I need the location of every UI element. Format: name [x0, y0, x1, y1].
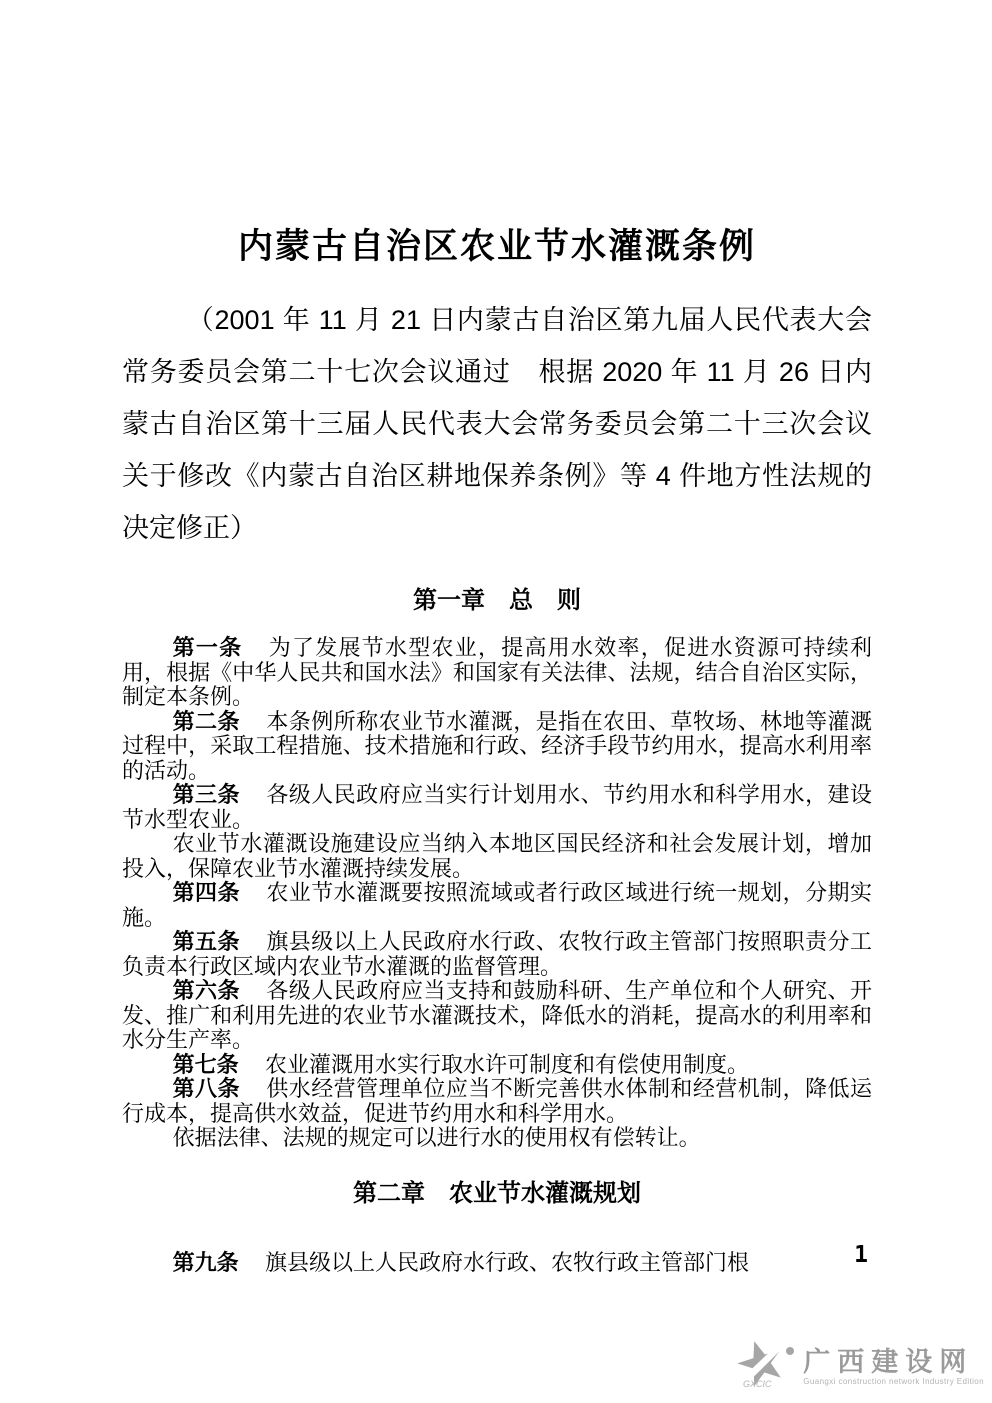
article-3 — [122, 783, 872, 832]
article-1-label: 第一条 — [172, 635, 243, 660]
article-9-label: 第九条 — [172, 1249, 239, 1275]
article-6-text: 各级人民政府应当支持和鼓励科研、生产单位和个人研究、开发、推广和利用先进的农业节水灌溉技术，降低水的消耗，提高水的利用率和水分生产率。 — [122, 978, 872, 1052]
article-6-label: 第六条 — [172, 978, 240, 1003]
article-6 — [122, 979, 872, 1053]
watermark-textblock — [803, 1347, 984, 1387]
watermark-tagline: Guangxi construction network Industry Edition — [803, 1376, 984, 1386]
article-5-text: 旗县级以上人民政府水行政、农牧行政主管部门按照职责分工负责本行政区域内农业节水灌溉的监督管理。 — [122, 929, 872, 979]
amendment-preamble: （2001 年 11 月 21 日内蒙古自治区第九届人民代表大会常务委员会第二十七次会议通过 根据 2020 年 11 月 26 日内蒙古自治区第十三届人民代表大会常务委员会第二十三次会议关于修改《内蒙古自治区耕地保养条例》等 4 件地方性法规的决定修正） — [122, 305, 872, 543]
page-number: 1 — [854, 1242, 868, 1268]
article-8-text: 供水经营管理单位应当不断完善供水体制和经营机制，降低运行成本，提高供水效益，促进节约用水和科学用水。 — [122, 1076, 872, 1126]
article-7-text: 农业灌溉用水实行取水许可制度和有偿使用制度。 — [265, 1051, 750, 1077]
article-7 — [122, 1053, 872, 1078]
star-logo-icon — [735, 1338, 797, 1395]
document-title: 内蒙古自治区农业节水灌溉条例 — [237, 227, 756, 266]
article-4 — [122, 881, 872, 930]
article-4-label: 第四条 — [172, 880, 240, 905]
chapter-1-articles — [122, 636, 872, 1151]
article-3-text: 各级人民政府应当实行计划用水、节约用水和科学用水，建设节水型农业。 — [122, 782, 872, 832]
article-2 — [122, 710, 872, 784]
article-3-label: 第三条 — [172, 782, 240, 807]
article-8 — [122, 1077, 872, 1126]
watermark-site-name: 广西建设网 — [803, 1346, 974, 1377]
article-1-text: 为了发展节水型农业，提高用水效率，促进水资源可持续利用，根据《中华人民共和国水法》和国家有关法律、法规，结合自治区实际，制定本条例。 — [122, 635, 872, 709]
article-2-label: 第二条 — [172, 708, 240, 734]
article-8-label: 第八条 — [172, 1076, 240, 1101]
chapter-1-heading: 第一章 总 则 — [413, 587, 581, 614]
article-3-continuation-text: 农业节水灌溉设施建设应当纳入本地区国民经济和社会发展计划，增加投入，保障农业节水灌溉持续发展。 — [122, 831, 872, 881]
article-2-text: 本条例所称农业节水灌溉，是指在农田、草牧场、林地等灌溉过程中，采取工程措施、技术措施和行政、经济手段节约用水，提高水利用率的活动。 — [122, 708, 872, 783]
article-5 — [122, 930, 872, 979]
article-9 — [122, 1251, 872, 1276]
watermark-logo — [735, 1338, 984, 1395]
article-7-label: 第七条 — [172, 1051, 239, 1077]
article-8-continuation — [122, 1126, 872, 1151]
article-5-label: 第五条 — [172, 929, 240, 954]
star-logo-label: GXCIC — [743, 1379, 772, 1389]
article-9-text: 旗县级以上人民政府水行政、农牧行政主管部门根 — [265, 1249, 750, 1275]
article-4-text: 农业节水灌溉要按照流域或者行政区域进行统一规划，分期实施。 — [122, 880, 872, 930]
document-content — [0, 226, 992, 1275]
article-8-continuation-text: 依据法律、法规的规定可以进行水的使用权有偿转让。 — [172, 1125, 701, 1150]
article-1 — [122, 636, 872, 710]
article-3-continuation — [122, 832, 872, 881]
chapter-2-heading: 第二章 农业节水灌溉规划 — [353, 1179, 641, 1207]
chapter-2-articles — [122, 1251, 872, 1276]
